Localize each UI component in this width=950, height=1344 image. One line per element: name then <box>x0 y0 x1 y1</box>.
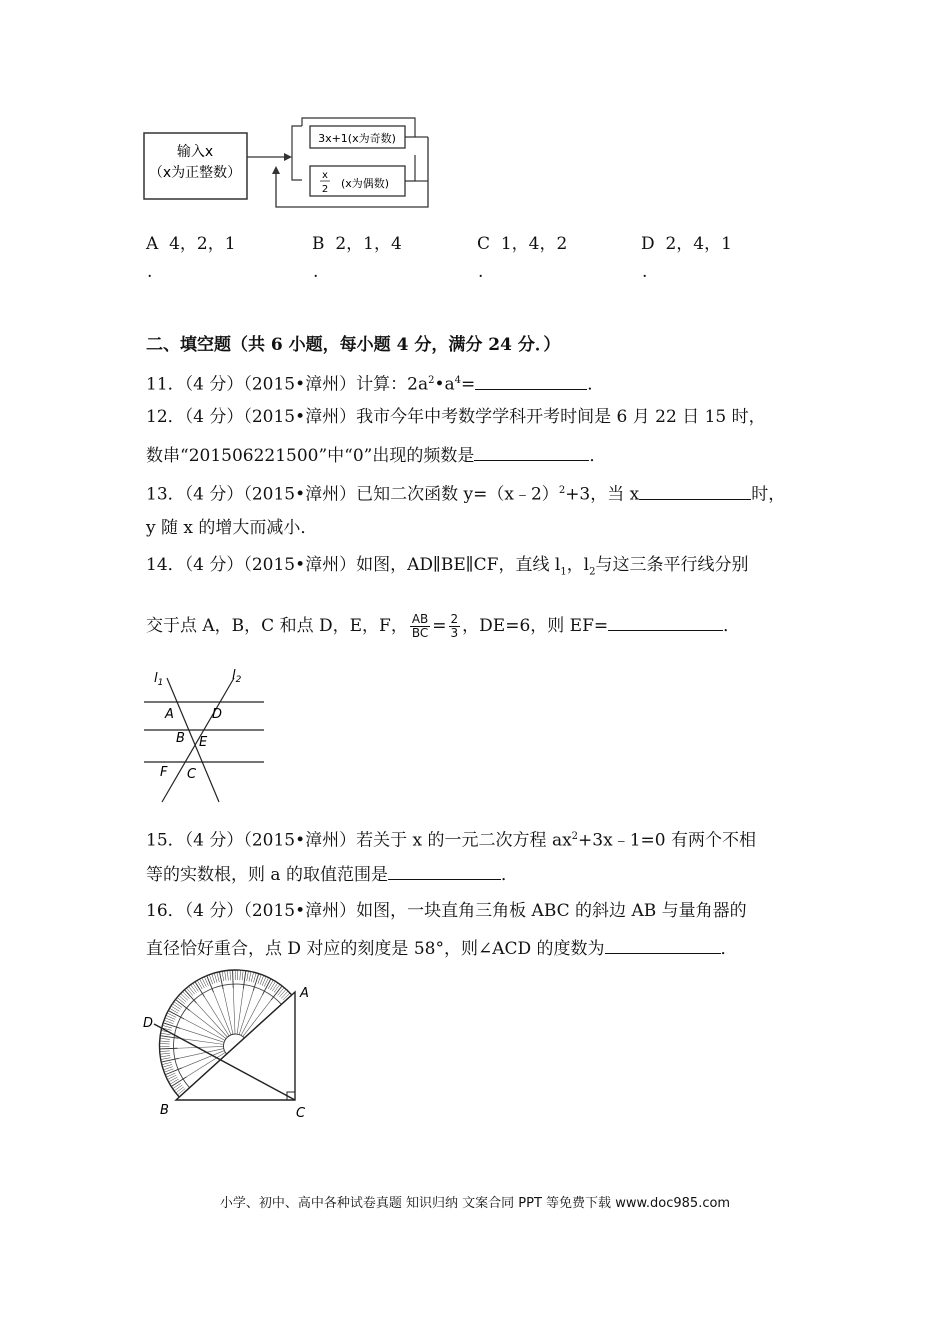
option-c-dot: . <box>478 262 484 282</box>
label-A: A <box>165 707 174 722</box>
flowchart-input-line1: 输入x <box>176 144 214 160</box>
question-13-line1: 13．（4 分）（2015•漳州）已知二次函数 y=（x﹣2）$^2$+3，当 x 时， <box>146 479 785 507</box>
answer-blank-11[interactable] <box>475 371 587 390</box>
option-d: D 2，4，1 <box>641 234 732 254</box>
option-a-dot: . <box>147 262 153 282</box>
question-13-line2: y 随 x 的增大而减小． <box>146 518 318 538</box>
label-B: B <box>176 731 185 746</box>
flowchart-even-cond: (x为偶数) <box>340 177 390 190</box>
parallel-lines-figure <box>140 660 270 808</box>
answer-blank-14[interactable] <box>608 612 723 631</box>
label-C: C <box>296 1106 306 1121</box>
flowchart-figure <box>140 108 440 212</box>
question-12-line1: 12．（4 分）（2015•漳州）我市今年中考数学学科开考时间是 6 月 22 日 15 时， <box>146 407 766 427</box>
protractor <box>160 970 292 1097</box>
protractor-figure <box>140 960 320 1125</box>
question-14-line2: 交于点 A，B，C 和点 D，E，F， $\frac{AB}{BC}$ = $\frac{2}{3}$ ，DE=6，则 EF= ． <box>146 612 741 640</box>
flowchart-even-num: x <box>322 170 328 181</box>
answer-blank-15[interactable] <box>388 861 501 880</box>
flowchart-odd-branch: 3x+1(x为奇数) <box>318 132 396 145</box>
option-b-dot: . <box>313 262 319 282</box>
label-E: E <box>199 735 208 750</box>
label-l1: $l_1$ <box>154 671 164 688</box>
flowchart-even-den: 2 <box>321 184 329 195</box>
ratio-two-thirds: $\frac{2}{3}$ <box>450 612 459 640</box>
question-12-line2: 数串“201506221500”中“0”出现的频数是 ． <box>146 442 606 468</box>
ratio-ab-bc: $\frac{AB}{BC}$ <box>411 612 429 640</box>
question-15-line1: 15．（4 分）（2015•漳州）若关于 x 的一元二次方程 $ax^2+3x﹣1=0$ 有两个不相 <box>146 830 756 851</box>
label-B: B <box>160 1103 169 1118</box>
answer-blank-13[interactable] <box>639 481 751 500</box>
option-d-dot: . <box>642 262 648 282</box>
question-14-line1: 14．（4 分）（2015•漳州）如图，AD∥BE∥CF，直线 $l_1$，$l_2$与这三条平行线分别 <box>146 555 749 578</box>
option-b: B 2，1，4 <box>312 234 402 254</box>
label-A: A <box>300 986 309 1001</box>
section-title: 二、填空题（共 6 小题，每小题 4 分，满分 24 分．） <box>146 335 561 355</box>
answer-blank-16[interactable] <box>605 935 721 954</box>
label-C: C <box>187 767 197 782</box>
question-16-line1: 16．（4 分）（2015•漳州）如图，一块直角三角板 ABC 的斜边 AB 与量角器的 <box>146 901 747 921</box>
answer-blank-12[interactable] <box>474 442 589 461</box>
page-footer: 小学、初中、高中各种试卷真题 知识归纳 文案合同 PPT 等免费下载 www.doc985.com <box>219 1196 731 1211</box>
question-15-line2: 等的实数根，则 a 的取值范围是 ． <box>146 861 518 887</box>
label-D: D <box>212 707 223 722</box>
option-a: A 4，2，1 <box>146 234 236 254</box>
question-11: 11．（4 分）（2015•漳州）计算：$2a^2•a^4=$ ． <box>146 369 604 397</box>
option-c: C 1，4，2 <box>477 234 568 254</box>
question-16-line2: 直径恰好重合，点 D 对应的刻度是 58°，则∠ACD 的度数为 ． <box>146 935 738 961</box>
flowchart-input-line2: （x为正整数） <box>148 165 242 181</box>
label-l2: $l_2$ <box>232 668 242 685</box>
label-F: F <box>160 765 168 780</box>
label-D: D <box>143 1016 154 1031</box>
